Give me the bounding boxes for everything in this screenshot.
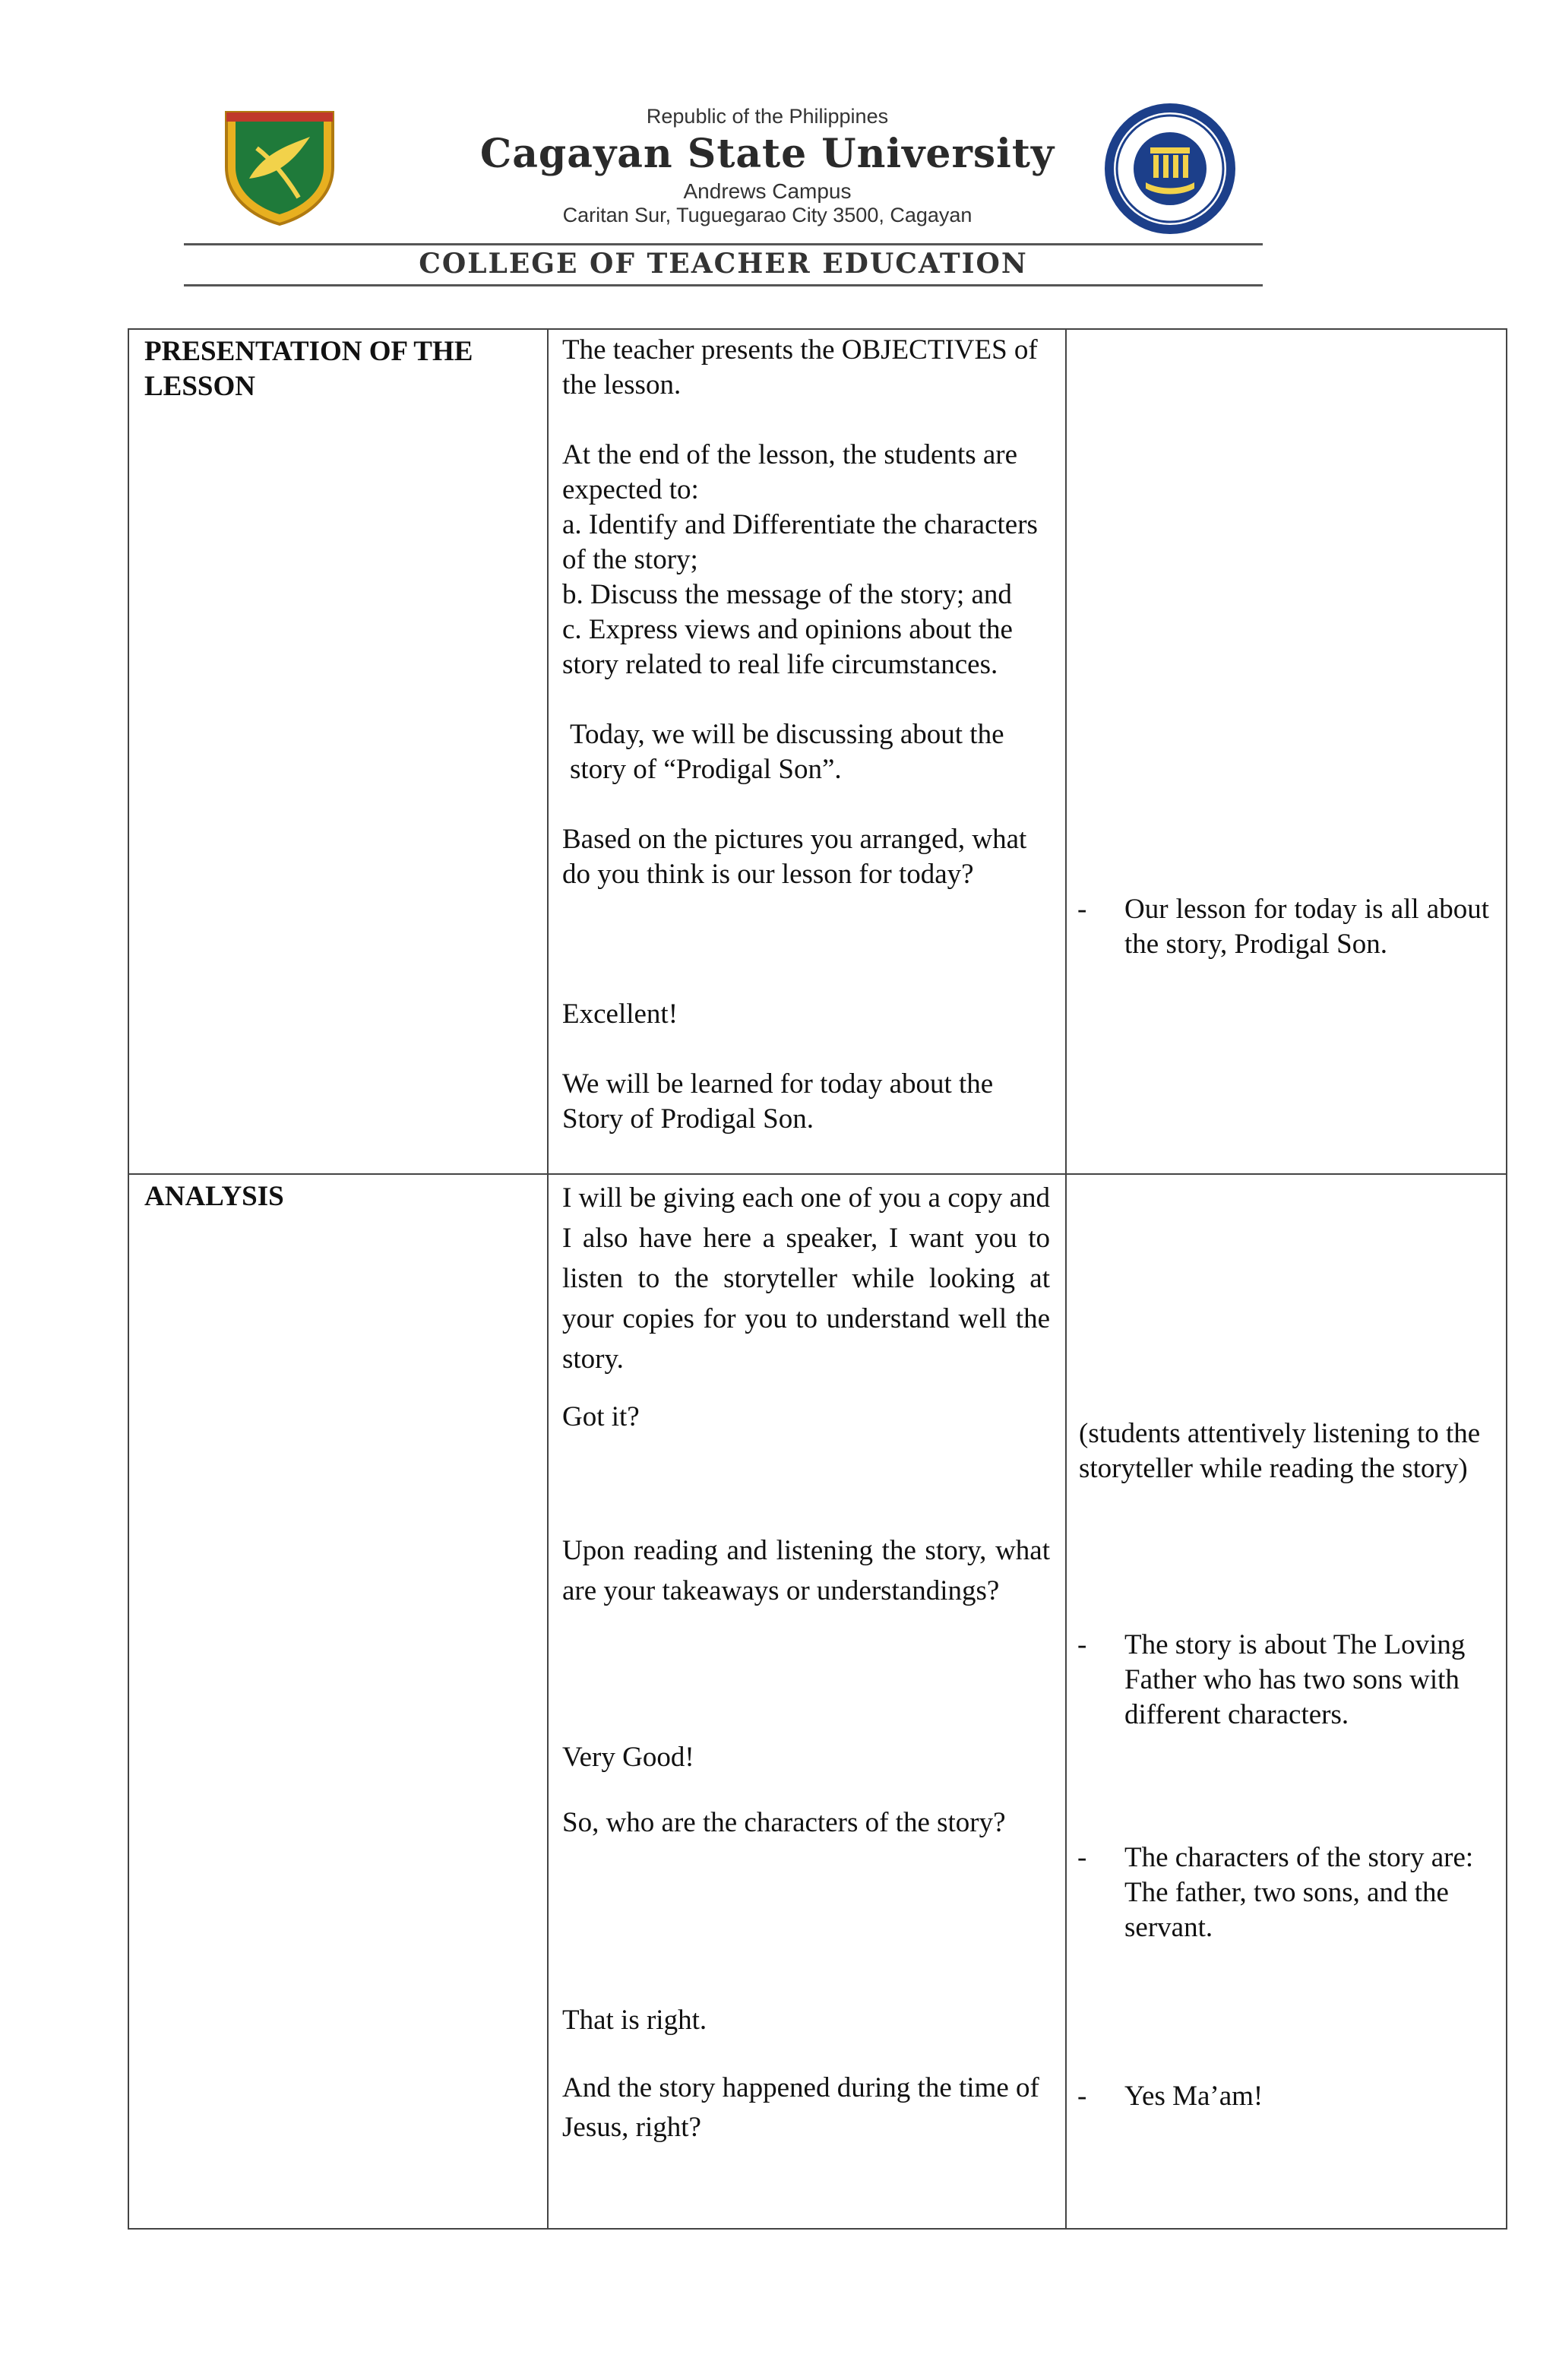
- bullet-dash: -: [1077, 1629, 1087, 1660]
- student-response: [1077, 2079, 1489, 2114]
- teacher-text: Excellent!: [562, 999, 678, 1030]
- teacher-text: Upon reading and listening the story, what are your takeaways or understandings?: [562, 1535, 1050, 1606]
- section-label-cell: [128, 1174, 548, 2229]
- objective-item: c. Express views and opinions about the story related to real life circumstances.: [562, 614, 1013, 680]
- student-response-text: Our lesson for today is all about the story, Prodigal Son.: [1124, 894, 1489, 960]
- student-response-text: The story is about The Loving Father who has two sons with different characters.: [1124, 1629, 1466, 1730]
- teacher-text: So, who are the characters of the story?: [562, 1807, 1006, 1838]
- letterhead: [0, 0, 1556, 304]
- objective-item: a. Identify and Differentiate the characters of the story;: [562, 509, 1038, 575]
- student-response: [1077, 1840, 1489, 1945]
- university-seal-icon: [219, 106, 340, 228]
- table-row-analysis: [128, 1174, 1507, 2229]
- student-activity-cell: [1066, 1174, 1507, 2229]
- teacher-text: We will be learned for today about the Story of Prodigal Son.: [562, 1068, 994, 1135]
- header-divider-top: [184, 243, 1263, 245]
- student-response-text: Yes Ma’am!: [1124, 2081, 1263, 2112]
- teacher-text: I will be giving each one of you a copy and I also have here a speaker, I want you to listen to the storyteller while looking at your copies for you to understand well the story.: [562, 1182, 1050, 1375]
- student-response: [1077, 1628, 1489, 1733]
- header-republic: Republic of the Philippines: [646, 105, 889, 128]
- header-campus: Andrews Campus: [683, 179, 852, 203]
- student-response-text: The characters of the story are:: [1124, 1842, 1474, 1873]
- header-divider-bottom: [184, 284, 1263, 286]
- student-activity-cell: [1066, 329, 1507, 1174]
- table-row-presentation: [128, 329, 1507, 1174]
- lesson-plan-table: [128, 328, 1507, 2230]
- header-address: Caritan Sur, Tuguegarao City 3500, Cagayan: [562, 204, 972, 226]
- section-label-analysis: ANALYSIS: [144, 1181, 284, 1212]
- bullet-dash: -: [1077, 1842, 1087, 1873]
- teacher-text: And the story happened during the time of Jesus, right?: [562, 2072, 1039, 2143]
- objective-item: b. Discuss the message of the story; and: [562, 579, 1012, 610]
- section-label-cell: [128, 329, 548, 1174]
- teacher-text: Today, we will be discussing about the story of “Prodigal Son”.: [570, 719, 1004, 785]
- student-response: [1077, 892, 1489, 962]
- student-response: (students attentively listening to the storyteller while reading the story): [1079, 1418, 1481, 1484]
- header-college-name: COLLEGE OF TEACHER EDUCATION: [419, 248, 1028, 280]
- teacher-text: Got it?: [562, 1401, 640, 1432]
- header-university-name: Cagayan State University: [479, 131, 1055, 177]
- teacher-activity-cell: [548, 1174, 1066, 2229]
- teacher-activity-cell: [548, 329, 1066, 1174]
- student-response-text: The father, two sons, and the servant.: [1124, 1877, 1449, 1943]
- college-seal-icon: [1102, 100, 1238, 237]
- teacher-text: Very Good!: [562, 1742, 694, 1773]
- teacher-text: That is right.: [562, 2005, 707, 2036]
- bullet-dash: -: [1077, 2081, 1087, 2112]
- teacher-text: The teacher presents the OBJECTIVES of the lesson.: [562, 334, 1038, 400]
- section-label-presentation: PRESENTATION OF THE LESSON: [144, 336, 473, 402]
- teacher-text: Based on the pictures you arranged, what do you think is our lesson for today?: [562, 824, 1027, 890]
- bullet-dash: -: [1077, 894, 1087, 925]
- teacher-text: At the end of the lesson, the students are expected to:: [562, 439, 1018, 505]
